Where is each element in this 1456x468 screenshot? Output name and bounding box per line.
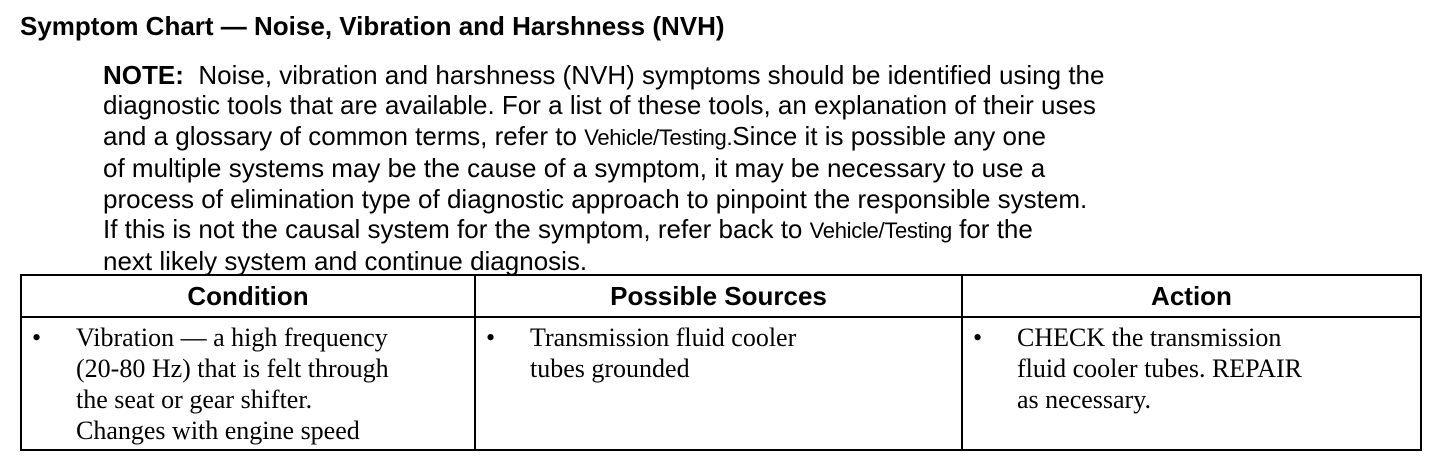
sources-line: tubes grounded xyxy=(530,354,690,383)
note-text-1: Noise, vibration and harshness (NVH) symptoms should be identified using the xyxy=(198,60,1105,90)
note-line-4: of multiple systems may be the cause of a symptom, it may be necessary to use a xyxy=(103,153,1046,184)
sources-cell xyxy=(475,317,962,450)
condition-cell xyxy=(21,317,475,450)
table-header-row xyxy=(21,275,1421,317)
bullet-icon: • xyxy=(486,323,496,352)
bullet-icon: • xyxy=(973,323,983,352)
note-text-3a: and a glossary of common terms, refer to xyxy=(103,120,577,151)
condition-line: (20-80 Hz) that is felt through xyxy=(76,354,389,383)
sources-line: Transmission fluid cooler xyxy=(530,323,797,352)
vehicle-testing-reference[interactable]: Vehicle/Testing. xyxy=(584,124,733,150)
note-text-6b: for the xyxy=(959,214,1033,245)
action-text xyxy=(1017,322,1414,415)
header-possible-sources: Possible Sources xyxy=(475,275,962,317)
vehicle-testing-reference-2[interactable]: Vehicle/Testing xyxy=(809,218,952,244)
note-line-7: next likely system and continue diagnosis. xyxy=(103,246,588,277)
condition-item xyxy=(32,322,468,446)
condition-text xyxy=(76,322,468,446)
note-line-2: diagnostic tools that are available. For a list of these tools, an explanation of their uses xyxy=(103,90,1096,121)
action-line: as necessary. xyxy=(1017,385,1152,414)
symptom-table xyxy=(20,274,1422,451)
sources-item xyxy=(486,322,955,384)
note-paragraph xyxy=(103,60,1363,277)
note-line-5: process of elimination type of diagnostic approach to pinpoint the responsible system. xyxy=(103,183,1088,214)
condition-line: the seat or gear shifter. xyxy=(76,385,313,414)
header-condition: Condition xyxy=(21,275,475,317)
note-line-3 xyxy=(103,121,1363,153)
action-cell xyxy=(962,317,1421,450)
note-text-3b: Since it is possible any one xyxy=(732,120,1046,151)
action-line: fluid cooler tubes. REPAIR xyxy=(1017,354,1303,383)
table-row xyxy=(21,317,1421,450)
action-line: CHECK the transmission xyxy=(1017,323,1282,352)
bullet-icon: • xyxy=(32,323,42,352)
page-title: Symptom Chart — Noise, Vibration and Harshness (NVH) xyxy=(20,11,725,41)
condition-line: Changes with engine speed xyxy=(76,416,360,445)
note-line-1 xyxy=(103,60,1363,90)
header-action: Action xyxy=(962,275,1421,317)
sources-text xyxy=(530,322,955,384)
note-label: NOTE: xyxy=(103,60,184,90)
action-item xyxy=(973,322,1414,415)
note-text-6a: If this is not the causal system for the symptom, refer back to xyxy=(103,214,803,245)
condition-line: Vibration — a high frequency xyxy=(76,323,388,352)
note-line-6 xyxy=(103,214,1363,246)
